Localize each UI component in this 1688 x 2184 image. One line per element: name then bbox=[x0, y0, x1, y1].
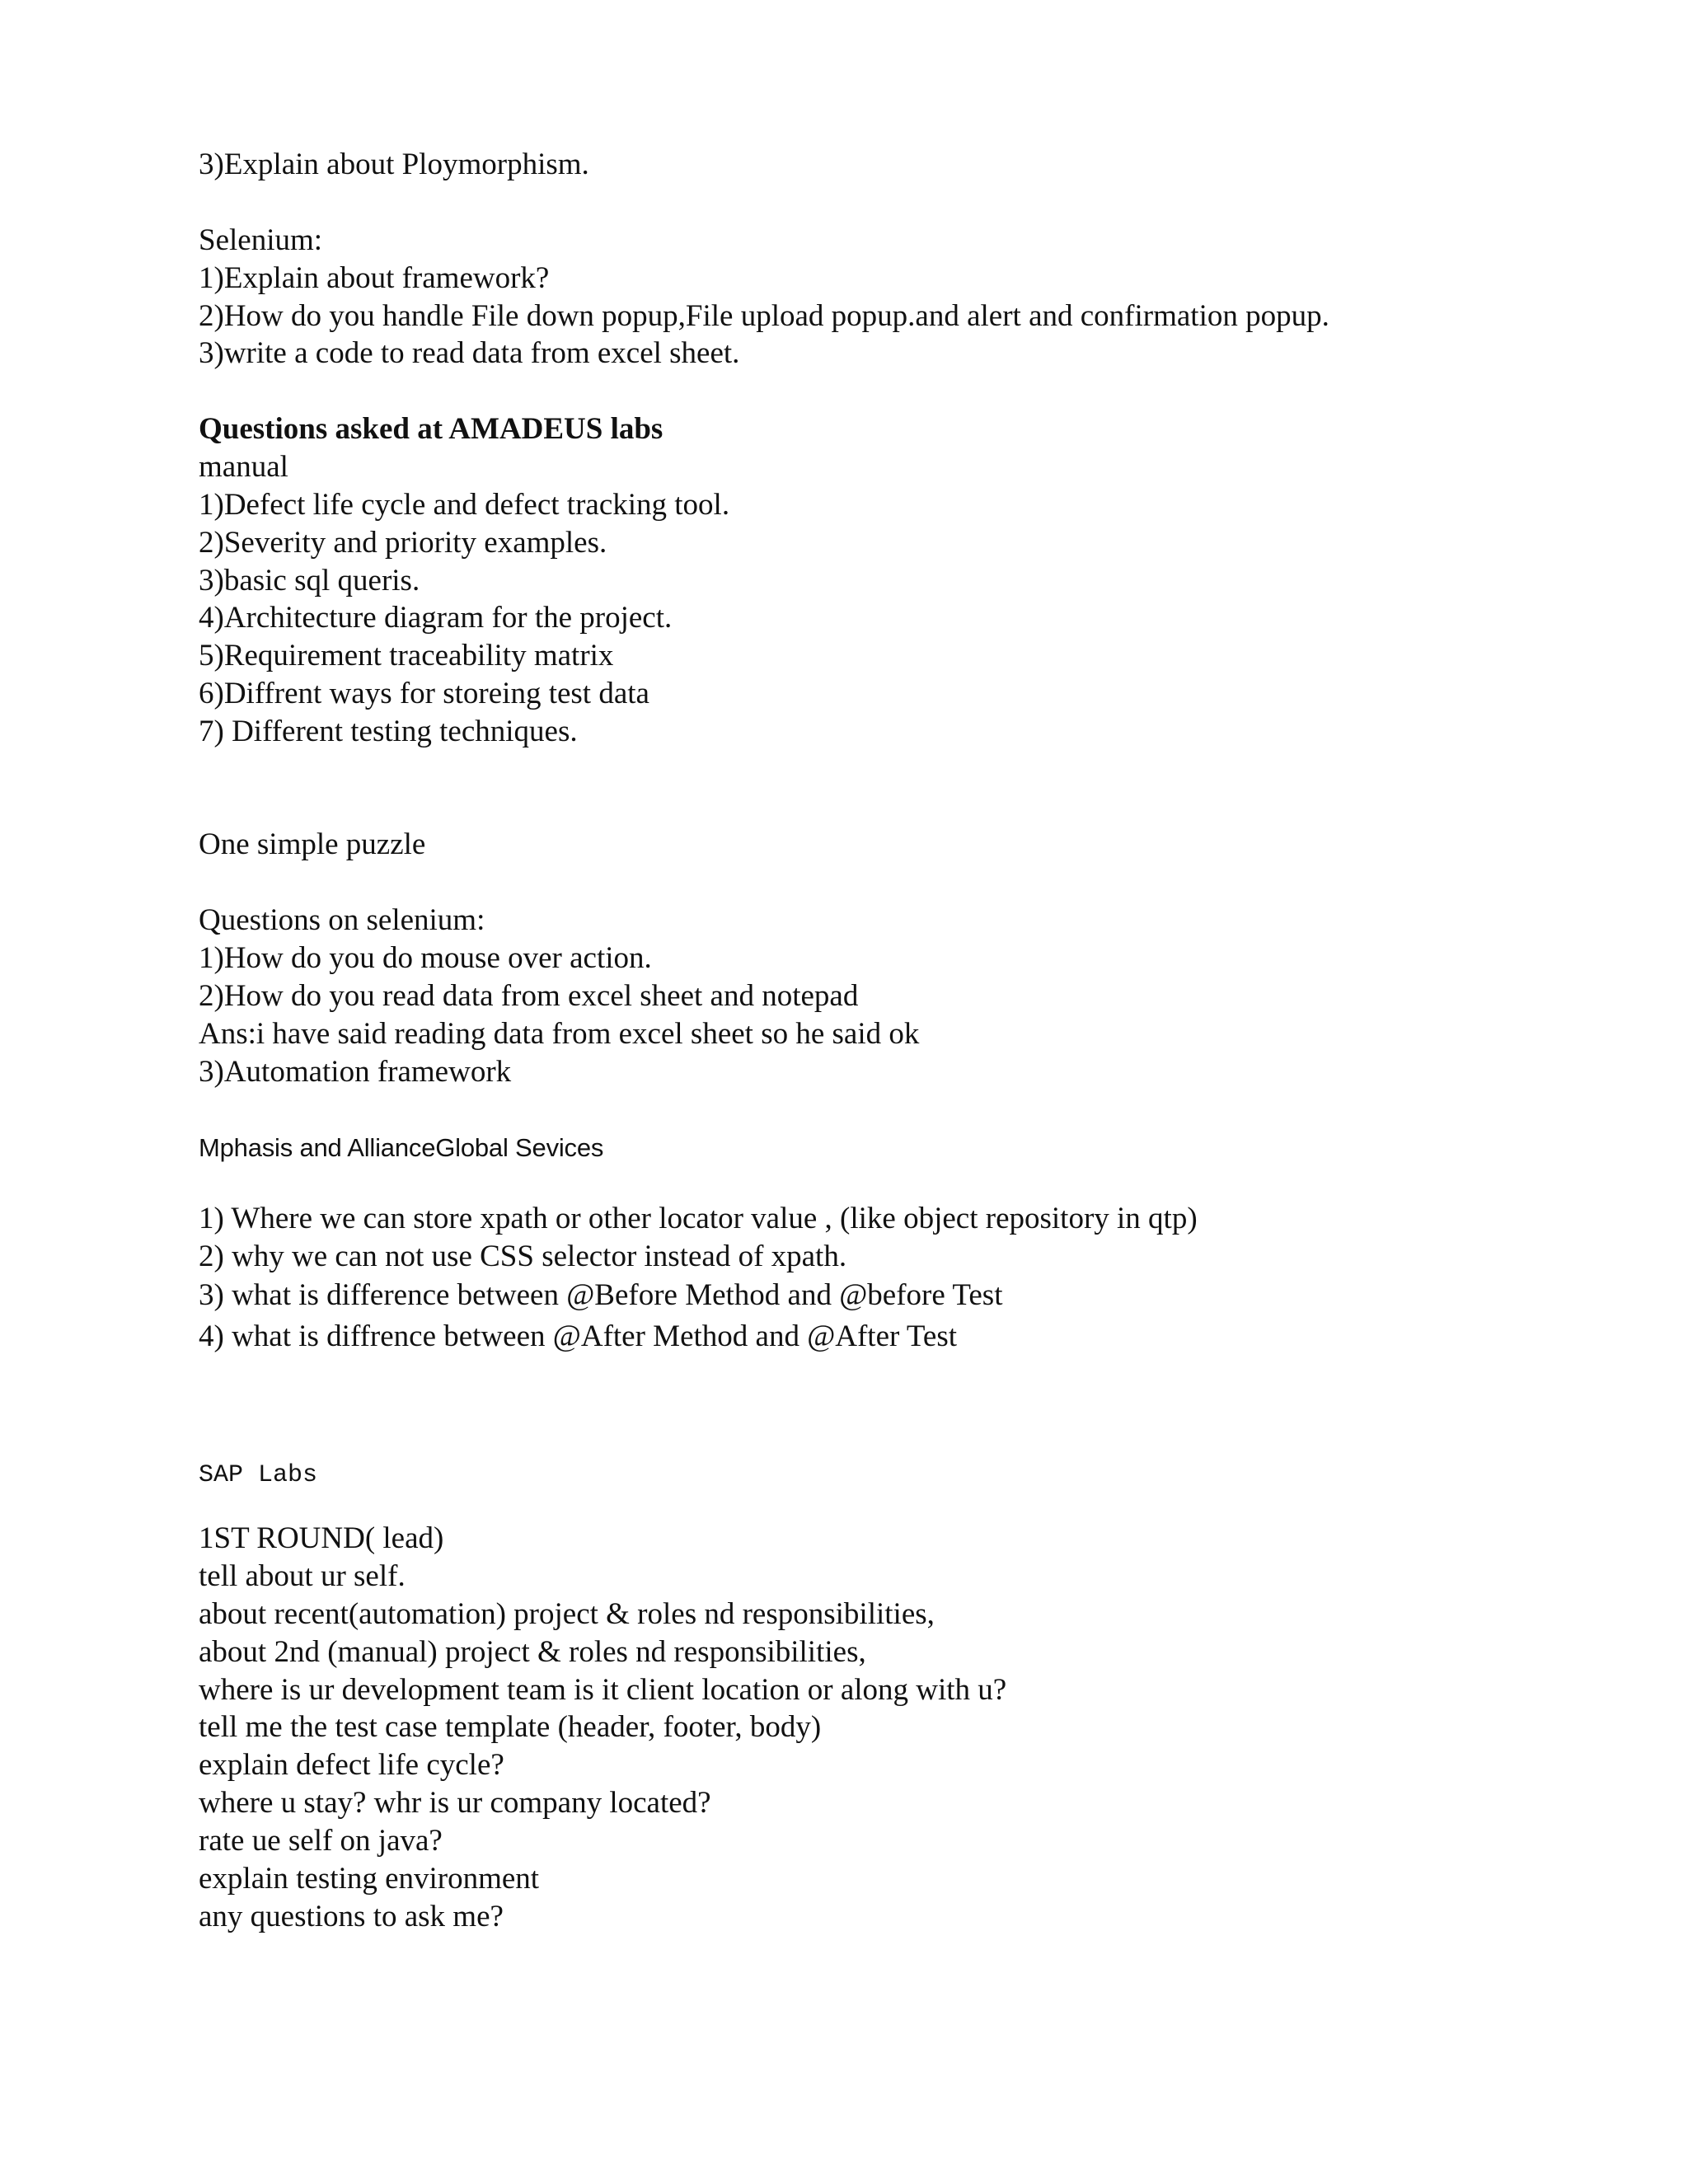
text-line: 4) what is diffrence between @After Method and @After Test bbox=[199, 1319, 958, 1353]
section-heading-sap-labs: SAP Labs bbox=[199, 1461, 318, 1489]
text-line: 1)Defect life cycle and defect tracking tool. bbox=[199, 488, 730, 522]
text-line: explain defect life cycle? bbox=[199, 1748, 504, 1782]
text-line: 3)Explain about Ploymorphism. bbox=[199, 148, 589, 181]
text-line: 1) Where we can store xpath or other locator value , (like object repository in qtp) bbox=[199, 1202, 1198, 1235]
text-line: about recent(automation) project & roles nd responsibilities, bbox=[199, 1597, 935, 1631]
text-line: where u stay? whr is ur company located? bbox=[199, 1786, 711, 1820]
section-heading-selenium: Selenium: bbox=[199, 223, 323, 257]
text-line: 2) why we can not use CSS selector instead of xpath. bbox=[199, 1240, 847, 1273]
text-line: manual bbox=[199, 450, 288, 484]
text-line: rate ue self on java? bbox=[199, 1824, 443, 1858]
text-line: 1ST ROUND( lead) bbox=[199, 1521, 444, 1555]
text-line: any questions to ask me? bbox=[199, 1900, 504, 1933]
text-line: 3)Automation framework bbox=[199, 1055, 512, 1089]
text-line: 1)Explain about framework? bbox=[199, 261, 550, 295]
section-heading-mphasis: Mphasis and AllianceGlobal Sevices bbox=[199, 1133, 604, 1162]
text-line: 7) Different testing techniques. bbox=[199, 715, 578, 748]
section-heading-selenium-questions: Questions on selenium: bbox=[199, 903, 485, 937]
text-line: about 2nd (manual) project & roles nd responsibilities, bbox=[199, 1635, 866, 1669]
text-line: 3)basic sql queris. bbox=[199, 564, 420, 598]
text-line: 5)Requirement traceability matrix bbox=[199, 639, 614, 673]
text-line: 2)How do you read data from excel sheet and notepad bbox=[199, 979, 859, 1013]
text-line: 1)How do you do mouse over action. bbox=[199, 941, 652, 975]
text-line: 3)write a code to read data from excel sheet. bbox=[199, 336, 740, 370]
text-line: 6)Diffrent ways for storeing test data bbox=[199, 677, 649, 710]
text-line: 2)Severity and priority examples. bbox=[199, 526, 607, 560]
text-line: tell about ur self. bbox=[199, 1559, 406, 1593]
text-line: where is ur development team is it client location or along with u? bbox=[199, 1673, 1007, 1707]
text-line: 4)Architecture diagram for the project. bbox=[199, 601, 673, 635]
text-line: One simple puzzle bbox=[199, 827, 426, 861]
text-line: tell me the test case template (header, footer, body) bbox=[199, 1710, 822, 1744]
section-heading-amadeus: Questions asked at AMADEUS labs bbox=[199, 412, 663, 446]
text-line: Ans:i have said reading data from excel sheet so he said ok bbox=[199, 1017, 920, 1051]
text-line: 2)How do you handle File down popup,File upload popup.and alert and confirmation popup. bbox=[199, 299, 1329, 333]
text-line: explain testing environment bbox=[199, 1862, 540, 1896]
text-line: 3) what is difference between @Before Method and @before Test bbox=[199, 1278, 1003, 1312]
